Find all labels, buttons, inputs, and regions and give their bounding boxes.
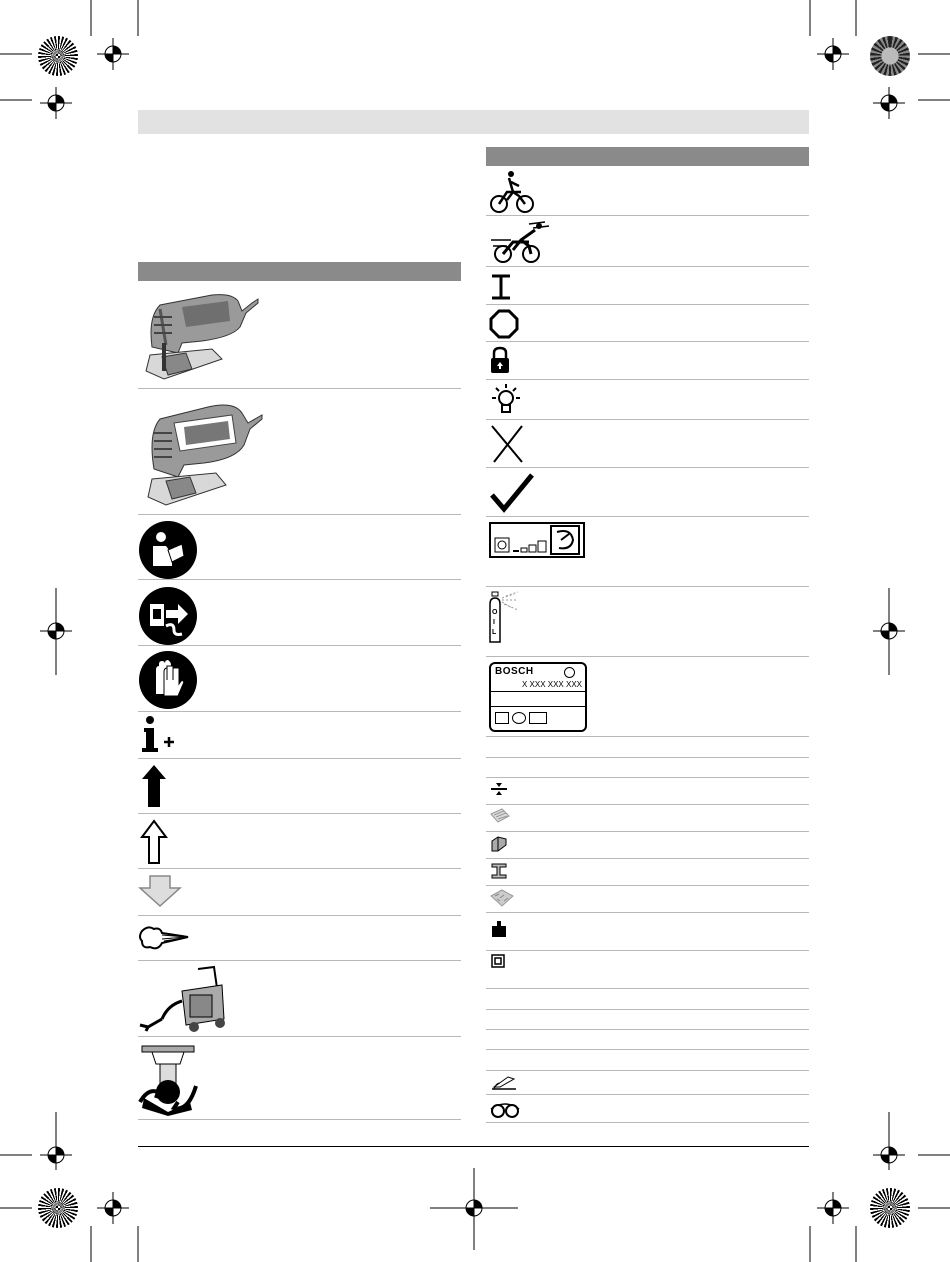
right-symbol-table bbox=[486, 166, 809, 1126]
row-divider bbox=[486, 586, 809, 587]
lamp-icon bbox=[488, 382, 524, 418]
nameplate-square bbox=[495, 712, 509, 724]
row-divider bbox=[138, 813, 461, 814]
cyclist-slow-icon bbox=[489, 170, 535, 214]
nameplate-rect bbox=[529, 712, 547, 724]
color-rosette-top-right bbox=[870, 36, 910, 76]
left-section-bar bbox=[138, 262, 461, 281]
row-divider bbox=[486, 341, 809, 342]
cyclist-fast-icon bbox=[489, 220, 551, 264]
info-plus-icon bbox=[138, 716, 178, 754]
nameplate-number: X XXX XXX XXX bbox=[521, 680, 582, 689]
svg-text:I: I bbox=[493, 619, 495, 626]
unplug-icon bbox=[138, 586, 198, 646]
cut-line-icon bbox=[490, 781, 508, 797]
nameplate-icon bbox=[489, 662, 587, 732]
octagon-icon bbox=[489, 309, 519, 339]
row-divider bbox=[486, 1029, 809, 1030]
double-insulation-icon bbox=[491, 954, 505, 968]
row-divider bbox=[486, 419, 809, 420]
nameplate-brand: BOSCH bbox=[495, 666, 534, 677]
right-section-bar bbox=[486, 147, 809, 166]
row-divider bbox=[486, 1009, 809, 1010]
mineral-board-icon bbox=[490, 888, 514, 908]
dust-blow-icon bbox=[138, 921, 190, 953]
vacuum-cleaner-icon bbox=[138, 965, 238, 1035]
left-symbol-table bbox=[138, 281, 461, 1121]
row-divider bbox=[486, 1122, 809, 1123]
row-divider bbox=[486, 885, 809, 886]
row-divider bbox=[486, 950, 809, 951]
nameplate-divider bbox=[491, 691, 585, 692]
metal-icon bbox=[490, 835, 508, 853]
row-divider bbox=[486, 777, 809, 778]
row-divider bbox=[486, 1070, 809, 1071]
arrow-down-icon bbox=[138, 874, 182, 908]
row-divider bbox=[138, 1036, 461, 1037]
page-header-bar bbox=[138, 110, 809, 134]
safety-glasses-icon bbox=[489, 1099, 521, 1119]
color-rosette-bottom-left bbox=[38, 1188, 78, 1228]
checkmark-icon bbox=[490, 473, 534, 513]
row-divider bbox=[138, 514, 461, 515]
weight-icon bbox=[491, 920, 507, 938]
wood-icon bbox=[490, 808, 510, 824]
oil-can-icon bbox=[488, 590, 538, 646]
row-divider bbox=[486, 379, 809, 380]
row-divider bbox=[486, 1094, 809, 1095]
sole-plate-angle-icon bbox=[490, 1073, 518, 1093]
row-divider bbox=[138, 915, 461, 916]
row-divider bbox=[486, 516, 809, 517]
row-divider bbox=[138, 758, 461, 759]
color-rosette-top-left bbox=[38, 36, 78, 76]
row-divider bbox=[486, 266, 809, 267]
blade-rotate-icon bbox=[138, 1042, 198, 1118]
row-divider bbox=[486, 988, 809, 989]
footer-rule bbox=[138, 1146, 809, 1147]
row-divider bbox=[138, 960, 461, 961]
row-divider bbox=[486, 1049, 809, 1050]
cross-icon bbox=[490, 424, 524, 464]
color-rosette-bottom-right bbox=[870, 1188, 910, 1228]
row-divider bbox=[486, 757, 809, 758]
steel-profile-icon bbox=[490, 862, 508, 880]
read-manual-icon bbox=[138, 520, 198, 580]
jigsaw-tool-large-icon bbox=[144, 393, 264, 511]
svg-text:L: L bbox=[492, 629, 497, 636]
stroke-rate-display-icon bbox=[489, 522, 585, 558]
row-divider bbox=[486, 912, 809, 913]
wear-gloves-icon bbox=[138, 650, 198, 710]
row-divider bbox=[486, 656, 809, 657]
row-divider bbox=[138, 711, 461, 712]
row-divider bbox=[486, 467, 809, 468]
on-off-i-icon bbox=[490, 274, 512, 300]
padlock-icon bbox=[490, 346, 510, 374]
svg-text:O: O bbox=[492, 609, 498, 616]
jigsaw-tool-icon bbox=[142, 287, 262, 385]
nameplate-circle bbox=[512, 712, 526, 724]
row-divider bbox=[486, 304, 809, 305]
row-divider bbox=[486, 736, 809, 737]
outline-arrow-up-icon bbox=[140, 819, 170, 865]
row-divider bbox=[138, 1119, 461, 1120]
nameplate-divider bbox=[491, 706, 585, 707]
row-divider bbox=[486, 215, 809, 216]
row-divider bbox=[486, 804, 809, 805]
globe-icon bbox=[564, 667, 575, 678]
row-divider bbox=[138, 388, 461, 389]
row-divider bbox=[486, 831, 809, 832]
row-divider bbox=[138, 868, 461, 869]
filled-arrow-up-icon bbox=[140, 763, 170, 809]
row-divider bbox=[486, 858, 809, 859]
